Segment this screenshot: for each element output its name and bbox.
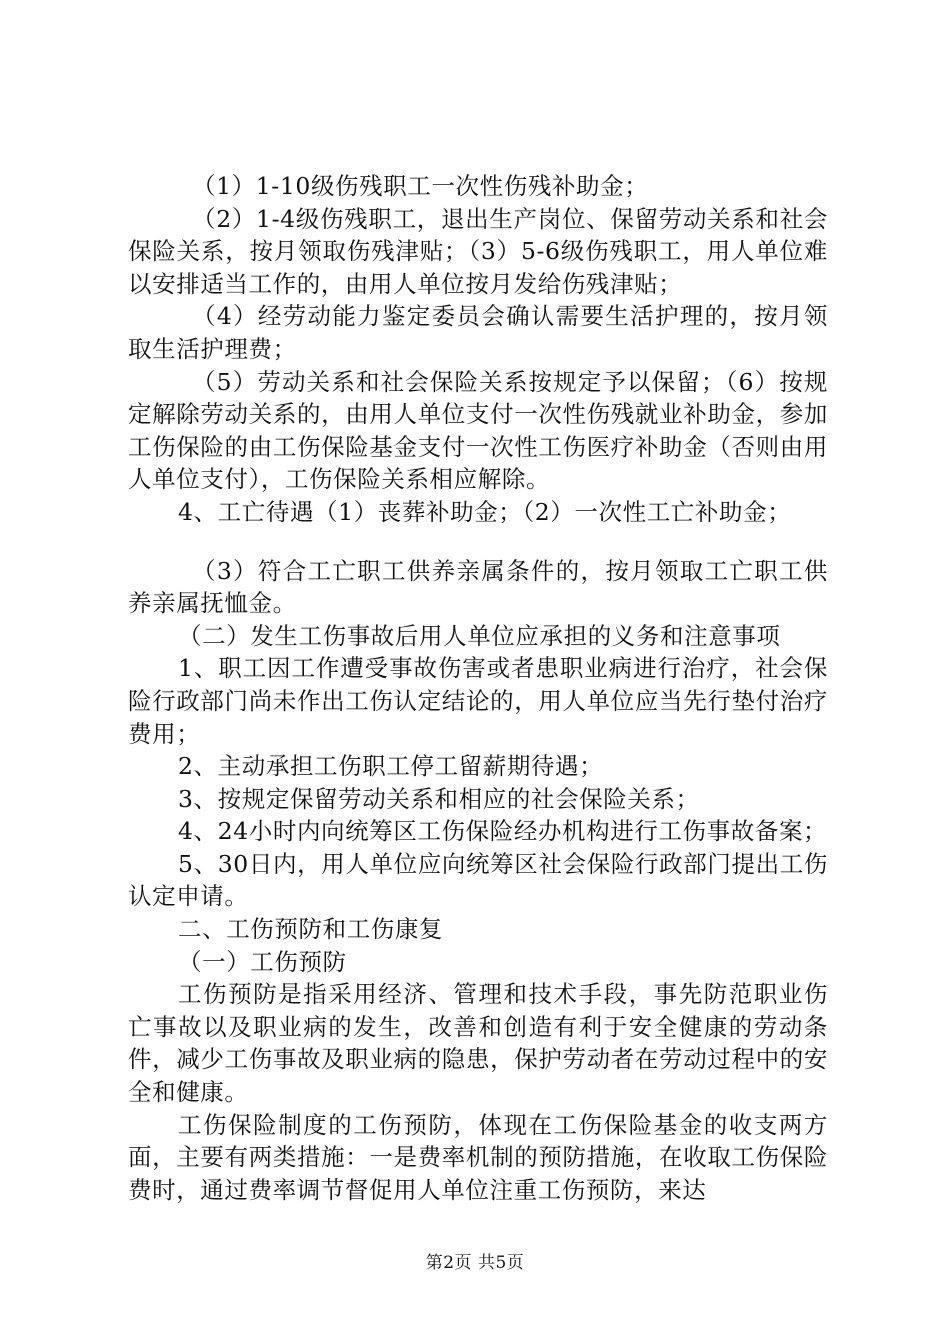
paragraph: （二）发生工伤事故后用人单位应承担的义务和注意事项	[178, 621, 781, 650]
paragraph: 4、工亡待遇（1）丧葬补助金；（2）一次性工亡补助金；	[178, 497, 792, 526]
paragraph: （4）经劳动能力鉴定委员会确认需要生活护理的，按月领取生活护理费；	[128, 302, 828, 363]
paragraph: 二、工伤预防和工伤康复	[178, 915, 444, 944]
paragraph-gap	[128, 529, 828, 555]
paragraph: 工伤预防是指采用经济、管理和技术手段，事先防范职业伤亡事故以及职业病的发生，改善和创造有利于安全健康的劳动条件，减少工伤事故及职业病的隐患，保护劳动者在劳动过程中的安全和健康。	[128, 980, 828, 1107]
paragraph: 1、职工因工作遭受事故伤害或者患职业病进行治疗，社会保险行政部门尚未作出工伤认定结论的，用人单位应当先行垫付治疗费用；	[128, 654, 828, 748]
paragraph: （1）1-10级伤残职工一次性伤残补助金；	[192, 172, 649, 200]
paragraph: （3）符合工亡职工供养亲属条件的，按月领取工亡职工供养亲属抚恤金。	[128, 556, 828, 618]
paragraph: （一）工伤预防	[178, 947, 347, 976]
paragraph: 4、24小时内向统筹区工伤保险经办机构进行工伤事故备案；	[178, 817, 828, 846]
document-body	[128, 170, 828, 1206]
page-footer: 第2页 共5页	[425, 1253, 525, 1273]
paragraph: 工伤保险制度的工伤预防，体现在工伤保险基金的收支两方面，主要有两类措施：一是费率机制的预防措施，在收取工伤保险费时，通过费率调节督促用人单位注重工伤预防，来达	[128, 1110, 828, 1204]
paragraph: （2）1-4级伤残职工，退出生产岗位、保留劳动关系和社会保险关系，按月领取伤残津贴；（3）5-6级伤残职工，用人单位难以安排适当工作的，由用人单位按月发给伤残津贴；	[128, 204, 828, 298]
paragraph: 2、主动承担工伤职工停工留薪期待遇；	[178, 752, 604, 781]
paragraph: （5）劳动关系和社会保险关系按规定予以保留；（6）按规定解除劳动关系的，由用人单位支付一次性伤残就业补助金，参加工伤保险的由工伤保险基金支付一次性工伤医疗补助金（否则由用人单位支付），工伤保险关系相应解除。	[128, 367, 828, 494]
paragraph: 3、按规定保留劳动关系和相应的社会保险关系；	[178, 784, 700, 813]
paragraph: 5、30日内，用人单位应向统筹区社会保险行政部门提出工伤认定申请。	[128, 849, 828, 911]
